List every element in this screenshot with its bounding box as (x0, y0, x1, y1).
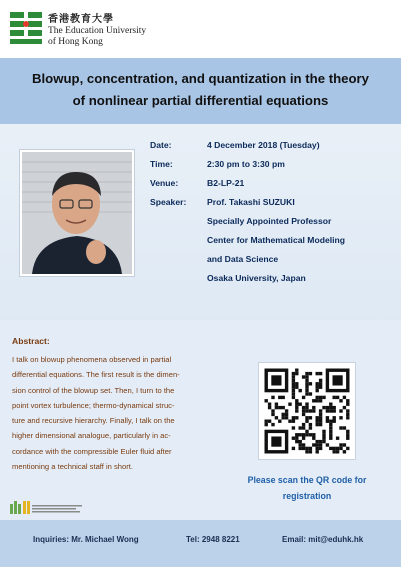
venue-label: Venue: (150, 178, 179, 188)
title-line-2: of nonlinear partial differential equations (72, 93, 329, 108)
abstract-line: I talk on blowup phenomena observed in partial (12, 355, 172, 364)
logo-english-line2: of Hong Kong (48, 37, 103, 47)
footer (0, 520, 401, 567)
abstract-line: ture and recursive hierarchy. Finally, I talk on the (12, 416, 175, 426)
email-contact[interactable]: Email: mit@eduhk.hk (282, 535, 364, 544)
abstract-label: Abstract: (12, 336, 50, 346)
date-label: Date: (150, 140, 172, 150)
qr-caption (222, 472, 392, 504)
title-band (0, 58, 401, 124)
department-logo (8, 498, 88, 516)
title-line-1: Blowup, concentration, and quantization in the theory (31, 71, 369, 86)
speaker-center-cont: and Data Science (207, 254, 279, 264)
abstract-line: point vortex turbulence; thermo-dynamical struc- (12, 400, 175, 410)
header (0, 0, 401, 58)
speaker-center: Center for Mathematical Modeling (207, 235, 345, 245)
qr-caption-line2: registration (282, 491, 332, 501)
abstract-text (12, 352, 222, 474)
speaker-title: Specially Appointed Professor (207, 216, 332, 226)
abstract-section (0, 320, 401, 520)
time-value: 2:30 pm to 3:30 pm (207, 159, 285, 169)
date-value: 4 December 2018 (Tuesday) (207, 140, 320, 150)
phone-contact[interactable]: Tel: 2948 8221 (186, 535, 240, 544)
abstract-line: higher dimensional analogue, particularly in ac- (12, 431, 171, 441)
qr-code-image (259, 363, 355, 459)
abstract-line: differential equations. The first result is the dimen- (12, 370, 180, 380)
speaker-photo (20, 150, 134, 276)
abstract-line: cordance with the compressible Euler fluid after (12, 446, 172, 456)
qr-caption-line1: Please scan the QR code for (247, 475, 367, 485)
seminar-title (8, 68, 393, 112)
time-label: Time: (150, 159, 173, 169)
event-info (0, 124, 401, 320)
logo-chinese-text: 香港教育大學 (48, 14, 114, 25)
logo-english-line1: The Education University (48, 26, 147, 36)
inquiries-contact: Inquiries: Mr. Michael Wong (33, 535, 139, 544)
eduhk-logo-icon (10, 12, 42, 44)
abstract-line: mentioning a technical staff in short. (12, 462, 134, 472)
speaker-university: Osaka University, Japan (207, 273, 306, 283)
speaker-portrait-image (22, 152, 132, 274)
speaker-label: Speaker: (150, 197, 187, 207)
venue-value: B2-LP-21 (207, 178, 245, 188)
registration-qr-code[interactable] (258, 362, 356, 460)
speaker-name: Prof. Takashi SUZUKI (207, 197, 295, 207)
abstract-line: sion control of the blowup set. Then, I turn to the (12, 385, 175, 395)
